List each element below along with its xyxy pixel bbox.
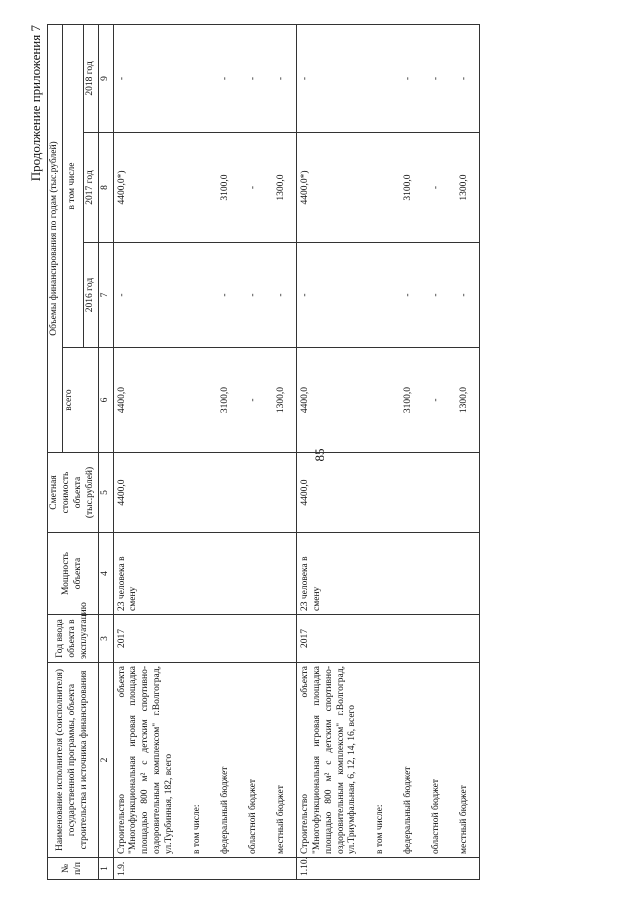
header-funding: Объемы финансирования по годам (тыс.рублей) xyxy=(48,24,63,452)
object-name: Строительство объекта "Многофункциональная игровая площадка площадью 800 м² с детским спортивно-оздоровительным комплексом" г.Волгоград, ул.Турбинная, 182, всего xyxy=(113,663,184,858)
source-total: 1300,0 xyxy=(268,348,297,453)
column-number: 5 xyxy=(98,453,113,533)
header-no: № п/п xyxy=(48,858,99,880)
source-total: - xyxy=(240,348,268,453)
column-number: 9 xyxy=(98,24,113,132)
source-2017: 1300,0 xyxy=(451,133,480,243)
source-row xyxy=(268,24,297,879)
object-2017: 4400,0*) xyxy=(113,133,184,243)
header-including: в том числе xyxy=(62,24,83,347)
object-2018: - xyxy=(296,24,367,132)
object-2018: - xyxy=(113,24,184,132)
source-2017: 3100,0 xyxy=(395,133,423,243)
source-2017: 1300,0 xyxy=(268,133,297,243)
column-number: 8 xyxy=(98,133,113,243)
source-2016: - xyxy=(451,243,480,348)
source-total: 3100,0 xyxy=(395,348,423,453)
header-capacity: Мощность объекта xyxy=(48,533,99,615)
column-number: 2 xyxy=(98,663,113,858)
source-2016: - xyxy=(240,243,268,348)
source-2016: - xyxy=(212,243,240,348)
object-capacity: 23 человека в смену xyxy=(296,533,367,615)
page-number: 85 xyxy=(312,448,327,462)
column-number: 3 xyxy=(98,615,113,663)
table-body xyxy=(113,24,480,879)
object-row xyxy=(296,24,367,879)
continuation-title: Продолжение приложения 7 xyxy=(28,25,43,182)
header-year: Год ввода объекта в эксплуатацию xyxy=(48,615,99,663)
source-name: федеральный бюджет xyxy=(212,663,240,858)
header-cost: Сметная стоимость объекта (тыс.рублей) xyxy=(48,453,99,533)
object-2017: 4400,0*) xyxy=(296,133,367,243)
object-cost: 4400,0 xyxy=(296,453,367,533)
source-2018: - xyxy=(212,24,240,132)
source-name: областной бюджет xyxy=(423,663,451,858)
column-number: 4 xyxy=(98,533,113,615)
source-2016: - xyxy=(423,243,451,348)
column-number: 1 xyxy=(98,858,113,880)
source-row xyxy=(395,24,423,879)
rotated-page-content xyxy=(25,25,635,880)
header-2018: 2018 год xyxy=(83,24,98,132)
object-cost: 4400,0 xyxy=(113,453,184,533)
source-row xyxy=(423,24,451,879)
object-name: Строительство объекта "Многофункциональная игровая площадка площадью 800 м² с детским спортивно-оздоровительным комплексом" г.Волгоград, ул.Триумфальная, 6, 12, 14, 16, всего xyxy=(296,663,367,858)
source-2018: - xyxy=(268,24,297,132)
source-name: местный бюджет xyxy=(451,663,480,858)
column-number: 7 xyxy=(98,243,113,348)
object-year: 2017 xyxy=(296,615,367,663)
including-row xyxy=(184,24,212,879)
including-row xyxy=(367,24,395,879)
object-total: 4400,0 xyxy=(113,348,184,453)
investment-table xyxy=(47,24,480,880)
column-number-row xyxy=(98,24,113,879)
source-total: 3100,0 xyxy=(212,348,240,453)
source-row xyxy=(451,24,480,879)
object-2016: - xyxy=(296,243,367,348)
header-total: всего xyxy=(62,348,98,453)
header-2016: 2016 год xyxy=(83,243,98,348)
source-name: федеральный бюджет xyxy=(395,663,423,858)
source-name: местный бюджет xyxy=(268,663,297,858)
source-row xyxy=(240,24,268,879)
source-total: 1300,0 xyxy=(451,348,480,453)
source-name: областной бюджет xyxy=(240,663,268,858)
source-2016: - xyxy=(268,243,297,348)
object-number: 1.9. xyxy=(113,858,184,880)
including-label: в том числе: xyxy=(184,663,212,858)
source-2018: - xyxy=(240,24,268,132)
table-header xyxy=(48,24,114,879)
object-number: 1.10. xyxy=(296,858,367,880)
source-total: - xyxy=(423,348,451,453)
source-2018: - xyxy=(451,24,480,132)
source-2016: - xyxy=(395,243,423,348)
header-name: Наименование исполнителя (соисполнителя) государственной программы, объекта строительства и источника финансирования xyxy=(48,663,99,858)
object-capacity: 23 человека в смену xyxy=(113,533,184,615)
object-year: 2017 xyxy=(113,615,184,663)
object-row xyxy=(113,24,184,879)
source-2018: - xyxy=(423,24,451,132)
header-2017: 2017 год xyxy=(83,133,98,243)
source-2017: 3100,0 xyxy=(212,133,240,243)
source-2017: - xyxy=(423,133,451,243)
source-2017: - xyxy=(240,133,268,243)
source-2018: - xyxy=(395,24,423,132)
column-number: 6 xyxy=(98,348,113,453)
source-row xyxy=(212,24,240,879)
object-total: 4400,0 xyxy=(296,348,367,453)
including-label: в том числе: xyxy=(367,663,395,858)
object-2016: - xyxy=(113,243,184,348)
